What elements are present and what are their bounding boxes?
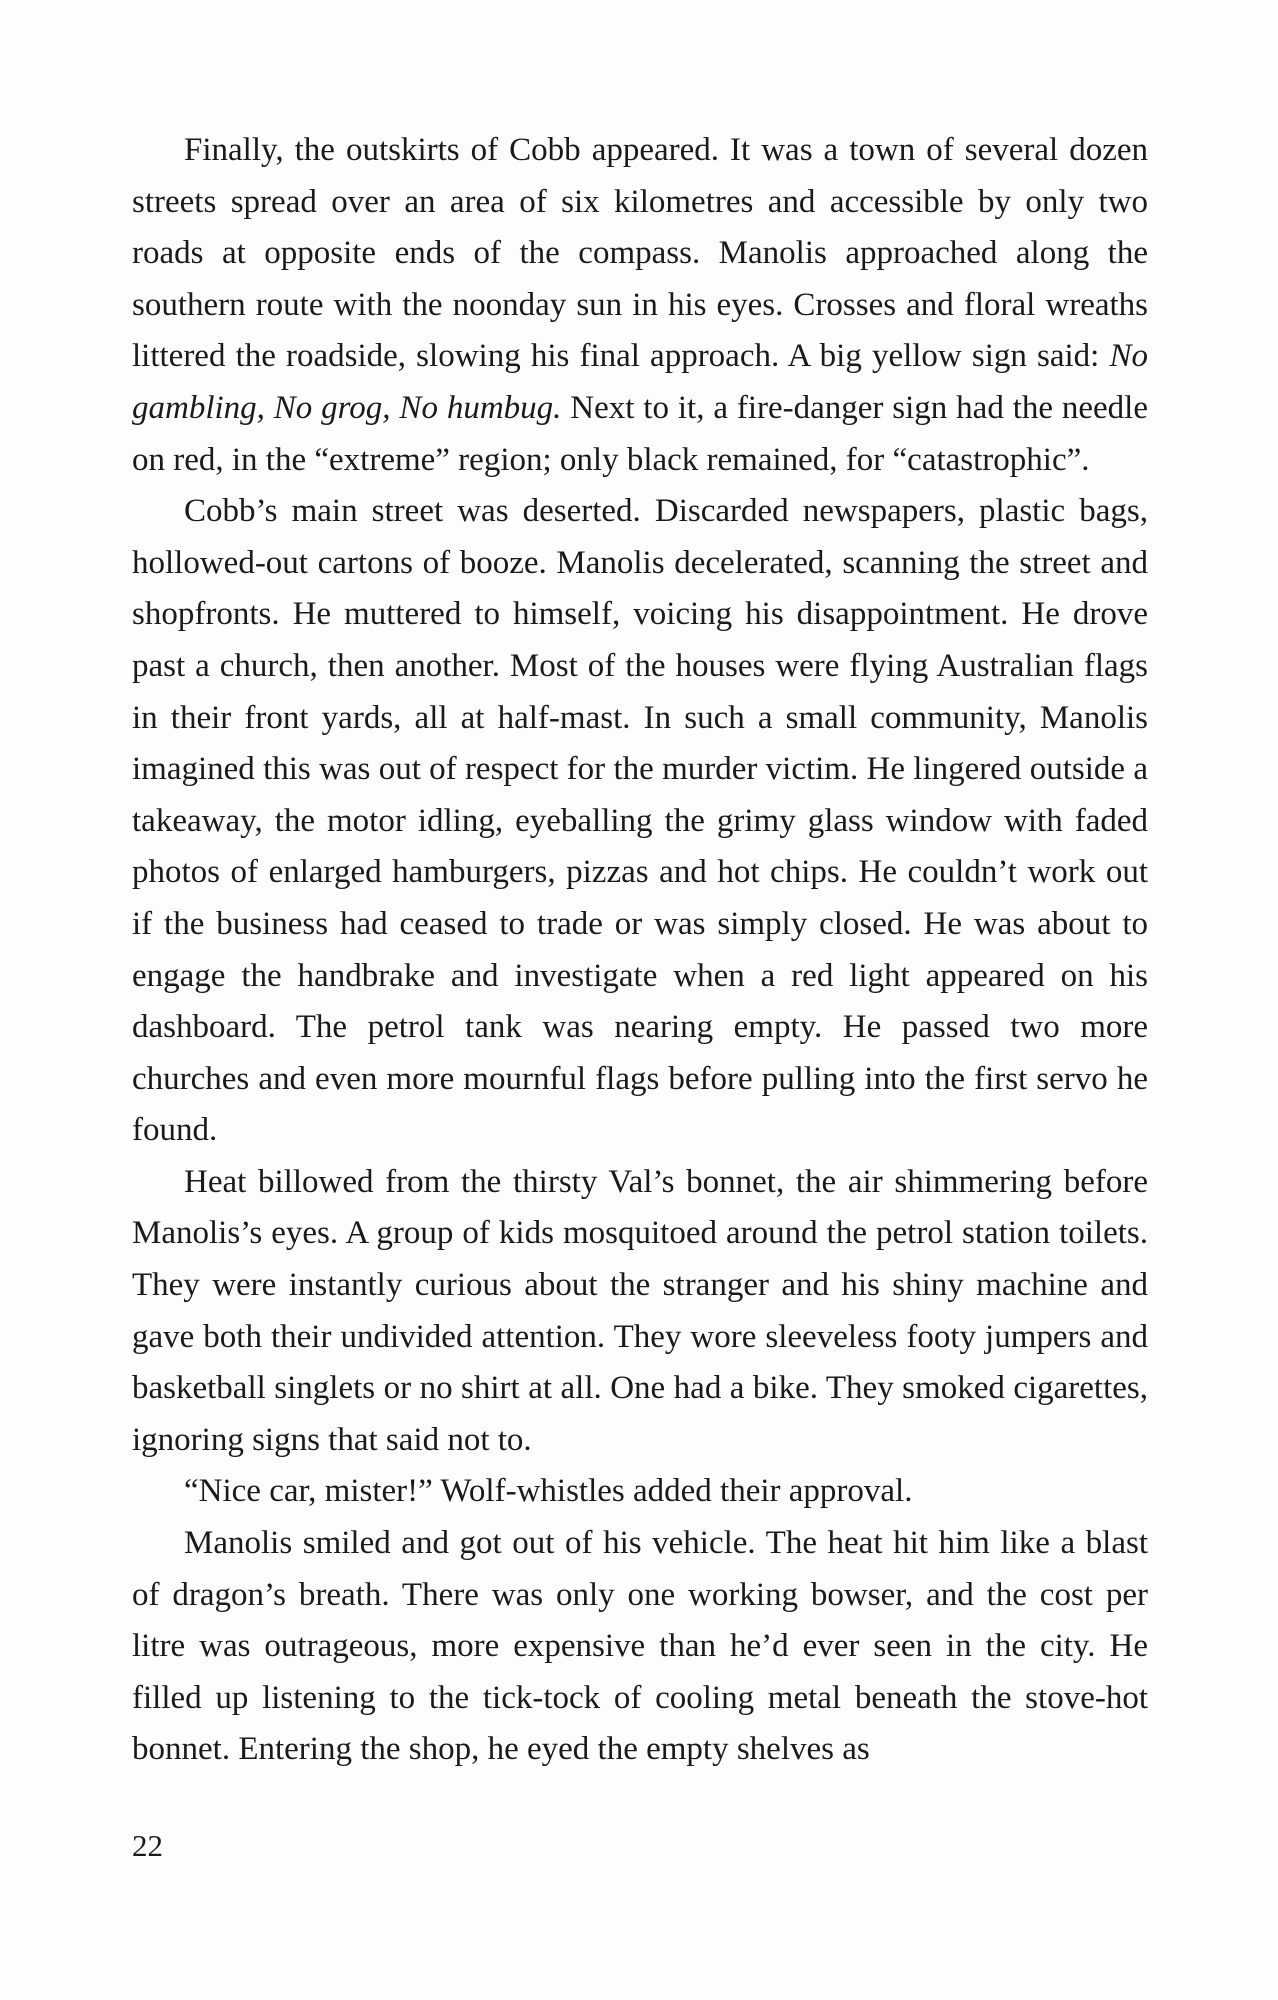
text-segment: Heat billowed from the thirsty Val’s bonnet, the air shimmering before Manolis’s eyes. A group of kids mosquitoed around the petrol station toilets. They were instantly curious about the stranger and his shiny machine and gave both their undivided attention. They wore sleeveless footy jumpers and basketball singlets or no shirt at all. One had a bike. They smoked cigarettes, ignoring signs that said not to.: [132, 1163, 1148, 1458]
paragraph-dialogue: [132, 1466, 1148, 1518]
paragraph-main-street: [132, 486, 1148, 1157]
page-number: 22: [132, 1828, 163, 1863]
text-segment: Cobb’s main street was deserted. Discarded newspapers, plastic bags, hollowed-out cartons of booze. Manolis decelerated, scanning the street and shopfronts. He muttered to himself, voicing his disappointment. He drove past a church, then another. Most of the houses were flying Australian flags in their front yards, all at half-mast. In such a small community, Manolis imagined this was out of respect for the murder victim. He lingered outside a takeaway, the motor idling, eyeballing the grimy glass window with faded photos of enlarged hamburgers, pizzas and hot chips. He couldn’t work out if the business had ceased to trade or was simply closed. He was about to engage the handbrake and investigate when a red light appeared on his dashboard. The petrol tank was nearing empty. He passed two more churches and even more mournful flags before pulling into the first servo he found.: [132, 493, 1148, 1149]
text-segment: Finally, the outskirts of Cobb appeared. It was a town of several dozen streets spread over an area of six kilometres and accessible by only two roads at opposite ends of the compass. Manolis approached along the southern route with the noonday sun in his eyes. Crosses and floral wreaths littered the roadside, slowing his final approach. A big yellow sign said:: [132, 132, 1148, 375]
sign-text-italic: No gambling, No grog, No humbug.: [132, 338, 1148, 426]
paragraph-bowser: [132, 1518, 1148, 1776]
text-segment: Manolis smiled and got out of his vehicle. The heat hit him like a blast of dragon’s breath. There was only one working bowser, and the cost per litre was outrageous, more expensive than he’d ever seen in the city. He filled up listening to the tick-tock of cooling metal beneath the stove-hot bonnet. Entering the shop, he eyed the empty shelves as: [132, 1525, 1148, 1768]
text-segment: “Nice car, mister!” Wolf-whistles added their approval.: [184, 1473, 913, 1510]
text-segment: Next to it, a fire-danger sign had the needle on red, in the “extreme” region; only black remained, for “catastrophic”.: [132, 389, 1149, 478]
paragraph-petrol-station: [132, 1157, 1148, 1467]
body-text: [132, 125, 1148, 1776]
paragraph-outskirts: [132, 125, 1148, 486]
